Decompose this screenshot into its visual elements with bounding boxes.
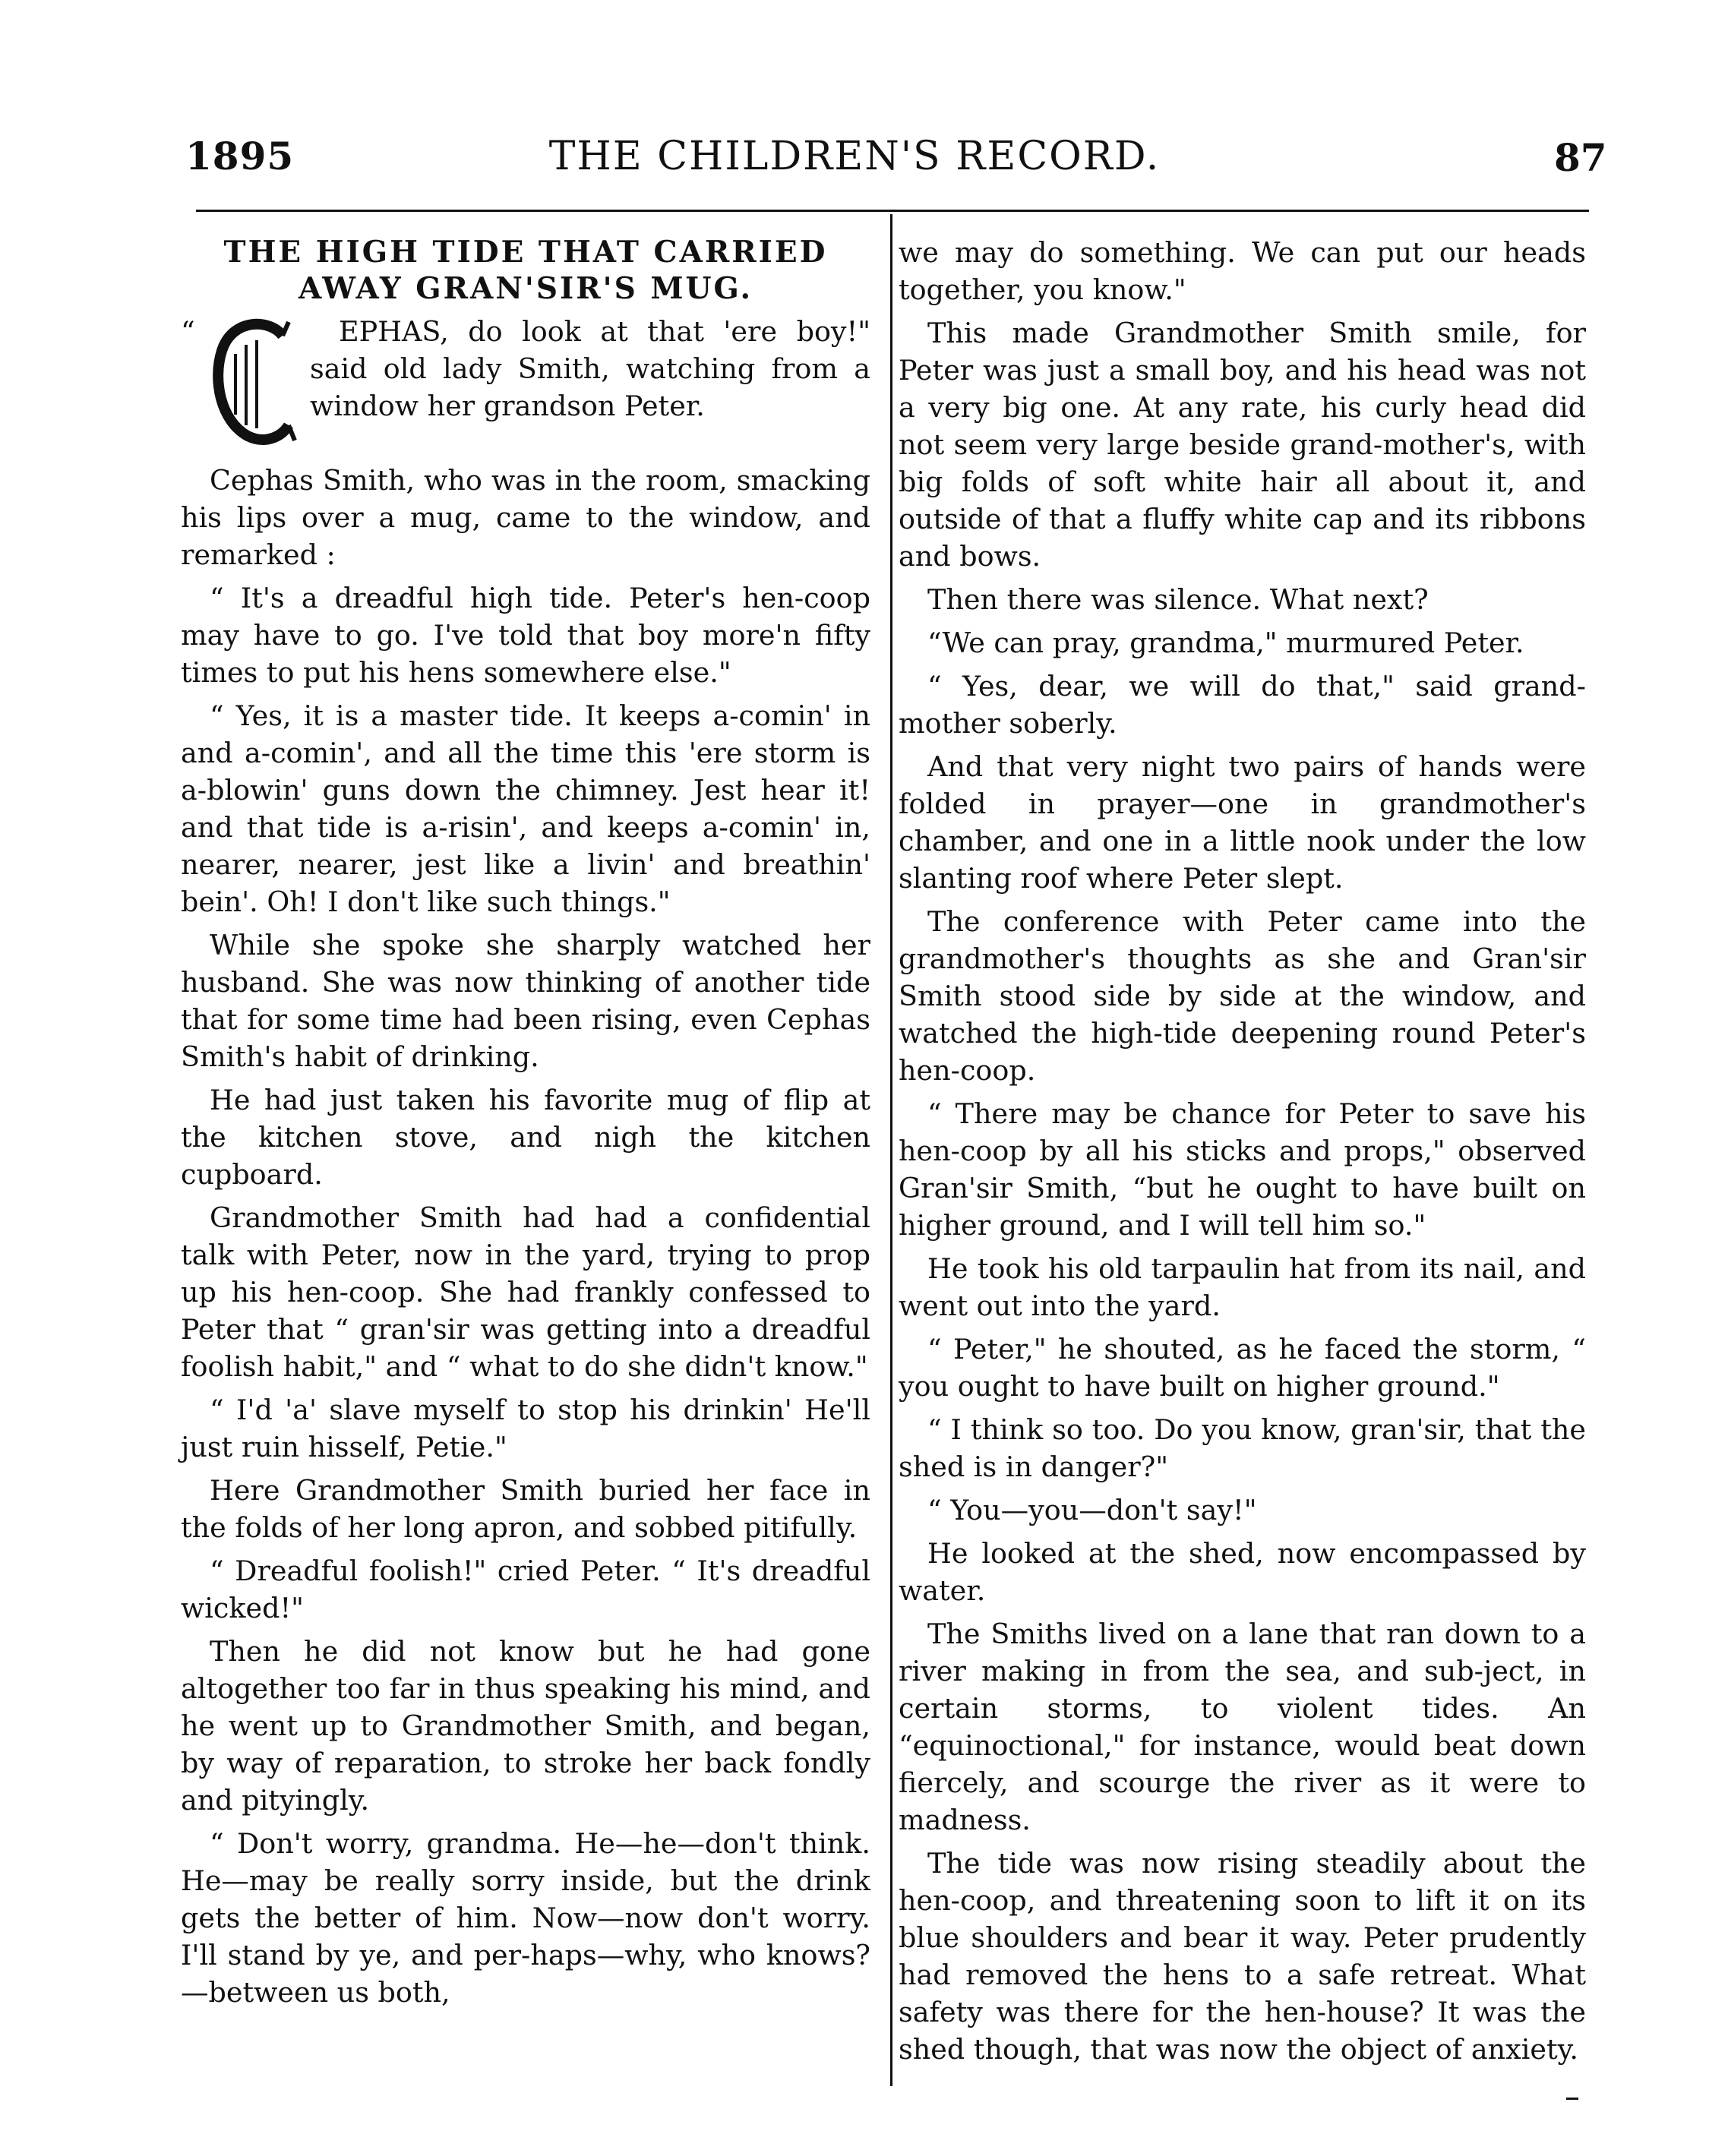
paragraph: “ Don't worry, grandma. He—he—don't think. He—may be really sorry inside, but the drink gets the better of him. Now—now don't worry. I'll stand by ye, and per-haps—why, who knows?—between us both, bbox=[181, 1827, 870, 2009]
paragraph: “ Yes, dear, we will do that," said grand-mother soberly. bbox=[899, 670, 1586, 740]
paragraph: He looked at the shed, now encompassed by water. bbox=[899, 1537, 1586, 1607]
paragraph: “ I'd 'a' slave myself to stop his drinkin' He'll just ruin hisself, Petie." bbox=[181, 1394, 870, 1463]
opening-paragraph bbox=[181, 313, 870, 462]
dropcap-letter bbox=[210, 314, 299, 448]
paragraph: “ It's a dreadful high tide. Peter's hen-coop may have to go. I've told that boy more'n fifty times to put his hens somewhere else." bbox=[181, 582, 870, 689]
paragraph: The conference with Peter came into the grandmother's thoughts as she and Gran'sir Smith stood side by side at the window, and watched the high-tide deepening round Peter's hen-coop. bbox=[899, 905, 1586, 1087]
paragraph: “ Dreadful foolish!" cried Peter. “ It's dreadful wicked!" bbox=[181, 1555, 870, 1624]
paragraph: “ Peter," he shouted, as he faced the storm, “ you ought to have built on higher ground." bbox=[899, 1333, 1586, 1403]
page-header bbox=[0, 0, 1709, 197]
paragraph: Then he did not know but he had gone altogether too far in thus speaking his mind, and he went up to Grandmother Smith, and began, by way of reparation, to stroke her back fondly and pityingly. bbox=[181, 1635, 870, 1817]
article-title-line-2: AWAY GRAN'SIR'S MUG. bbox=[298, 271, 753, 306]
opening-text: EPHAS, do look at that 'ere boy!" said old lady Smith, watching from a window her grandson Peter. bbox=[310, 315, 870, 422]
header-page-number: 87 bbox=[1554, 135, 1607, 180]
paragraph: “ I think so too. Do you know, gran'sir, that the shed is in danger?" bbox=[899, 1413, 1586, 1483]
paragraph: And that very night two pairs of hands were folded in prayer—one in grandmother's chamber, and one in a little nook under the low slanting roof where Peter slept. bbox=[899, 750, 1586, 895]
paragraph: “ You—you—don't say!" bbox=[927, 1494, 1257, 1526]
paragraph: “ There may be chance for Peter to save his hen-coop by all his sticks and props," observed Gran'sir Smith, “but he ought to have built on higher ground, and I will tell him so." bbox=[899, 1097, 1586, 1242]
header-year: 1895 bbox=[185, 134, 295, 178]
paragraph: Then there was silence. What next? bbox=[927, 583, 1429, 616]
paragraph: “We can pray, grandma," murmured Peter. bbox=[927, 627, 1524, 659]
article-title-line-1: THE HIGH TIDE THAT CARRIED bbox=[223, 235, 828, 270]
article-title bbox=[181, 234, 870, 307]
dropcap-ornament-icon bbox=[210, 314, 299, 448]
paragraph: This made Grandmother Smith smile, for Peter was just a small boy, and his head was not a very big one. At any rate, his curly head did not seem very large beside grand-mother's, with big folds of soft white hair all about it, and outside of that a fluffy white cap and its ribbons and bows. bbox=[899, 317, 1586, 573]
right-paragraphs bbox=[899, 314, 1586, 2068]
paragraph: While she spoke she sharply watched her husband. She was now thinking of another tide that for some time had been rising, even Cephas Smith's habit of drinking. bbox=[181, 929, 870, 1073]
paragraph: Grandmother Smith had had a confidential talk with Peter, now in the yard, trying to prop up his hen-coop. She had frankly confessed to Peter that “ gran'sir was getting into a dreadful foolish habit," and “ what to do she didn't know." bbox=[181, 1201, 870, 1383]
left-paragraphs bbox=[181, 462, 870, 2011]
left-column bbox=[181, 234, 870, 2017]
header-title: THE CHILDREN'S RECORD. bbox=[548, 134, 1161, 179]
right-continued-paragraph: we may do something. We can put our heads together, you know." bbox=[899, 236, 1586, 306]
column-divider bbox=[890, 214, 892, 2086]
opening-quote: “ bbox=[181, 315, 195, 348]
paragraph: He had just taken his favorite mug of flip at the kitchen stove, and nigh the kitchen cupboard. bbox=[181, 1084, 870, 1191]
paragraph: The tide was now rising steadily about the hen-coop, and threatening soon to lift it on its blue shoulders and bear it way. Peter prudently had removed the hens to a safe retreat. What safety was there for the hen-house? It was the shed though, that was now the object of anxiety. bbox=[899, 1847, 1586, 2066]
paragraph: He took his old tarpaulin hat from its nail, and went out into the yard. bbox=[899, 1252, 1586, 1322]
header-rule bbox=[196, 210, 1589, 212]
paragraph: Here Grandmother Smith buried her face in the folds of her long apron, and sobbed pitifully. bbox=[181, 1474, 870, 1544]
paragraph: Cephas Smith, who was in the room, smacking his lips over a mug, came to the window, and remarked : bbox=[181, 464, 870, 571]
paragraph: “ Yes, it is a master tide. It keeps a-comin' in and a-comin', and all the time this 'ere storm is a-blowin' guns down the chimney. Jest hear it! and that tide is a-risin', and keeps a-comin' in, nearer, nearer, jest like a livin' and breathin' bein'. Oh! I don't like such things." bbox=[181, 699, 870, 918]
paragraph: The Smiths lived on a lane that ran down to a river making in from the sea, and sub-ject, in certain storms, to violent tides. An “equinoctional," for instance, would beat down fiercely, and scourge the river as it were to madness. bbox=[899, 1618, 1586, 1836]
right-column bbox=[899, 234, 1586, 2074]
margin-dash bbox=[1566, 2098, 1578, 2100]
